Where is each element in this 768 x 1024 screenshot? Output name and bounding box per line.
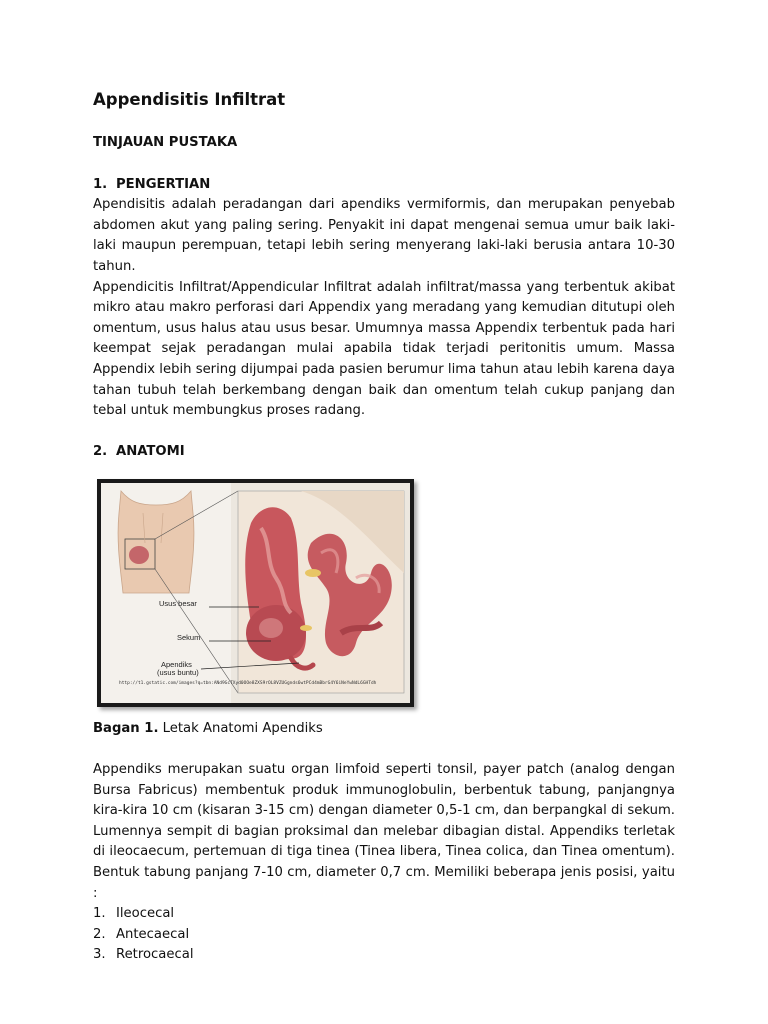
caption-label: Bagan 1.	[93, 720, 159, 736]
paragraph-infiltrat: Appendicitis Infiltrat/Appendicular Infiltrat adalah infiltrat/massa yang terbentuk akibat mikro atau makro perforasi dari Appendix yang meradang yang kemudian ditutupi oleh omentum, usus halus atau usus besar. Umumnya massa Appendix terbentuk pada hari keempat sejak peradangan mulai apabila tidak terjadi peritonitis umum. Massa Appendix lebih sering dijumpai pada pasien berumur lima tahun atau lebih karena daya tahan tubuh telah berkembang dengan baik dan omentum telah cukup panjang dan tebal untuk membungkus proses radang.	[93, 279, 675, 419]
section-number: 1.	[93, 176, 108, 192]
list-number: 1.	[93, 906, 106, 922]
label-apendiks: Apendiks	[161, 659, 192, 669]
document-page	[93, 88, 675, 966]
label-usus-besar: Usus besar	[159, 598, 197, 608]
paragraph-definition: Apendisitis adalah peradangan dari apendiks vermiformis, dan merupakan penyebab abdomen akut yang paling sering. Penyakit ini dapat mengenai semua umur baik laki-laki maupun perempuan, tetapi lebih sering menyerang laki-laki berusia antara 10-30 tahun.	[93, 197, 675, 274]
paragraph-anatomy: Appendiks merupakan suatu organ limfoid seperti tonsil, payer patch (analog dengan Bursa Fabricus) membentuk produk immunoglobulin, berbentuk tabung, panjangnya kira-kira 10 cm (kisaran 3-15 cm) dengan diameter 0,5-1 cm, dan berpangkal di sekum. Lumennya sempit di bagian proksimal dan melebar dibagian distal. Appendiks terletak di ileocaecum, pertemuan di tiga tinea (Tinea libera, Tinea colica, dan Tinea omentum). Bentuk tabung panjang 7-10 cm, diameter 0,7 cm. Memiliki beberapa jenis posisi, yaitu :	[93, 762, 675, 901]
list-item	[93, 925, 675, 946]
list-label: Antecaecal	[116, 926, 190, 942]
image-source-url: http://t1.gstatic.com/images?q=tbn:ANd9GcTXyd0OOe8ZXS9rOL8VZUGgnds6wtPCd4mBbrG4Y6iNeYwNdL6GHTdh	[119, 681, 377, 687]
list-item	[93, 904, 675, 925]
list-item	[93, 945, 675, 966]
section-title: PENGERTIAN	[116, 176, 211, 192]
list-label: Retrocaecal	[116, 947, 194, 963]
section-number: 2.	[93, 444, 108, 460]
anatomy-figure	[97, 479, 414, 707]
list-label: Ileocecal	[116, 906, 175, 922]
intestine-illustration	[101, 483, 410, 703]
figure-caption	[93, 719, 675, 740]
list-number: 3.	[93, 947, 106, 963]
document-title: Appendisitis Infiltrat	[93, 90, 286, 109]
section-title: ANATOMI	[116, 444, 185, 460]
list-number: 2.	[93, 926, 106, 942]
caption-text: Letak Anatomi Apendiks	[158, 720, 323, 736]
label-sekum: Sekum	[177, 632, 201, 642]
spacer	[93, 740, 675, 761]
document-subtitle: TINJAUAN PUSTAKA	[93, 135, 238, 150]
section-heading-pengertian	[93, 175, 675, 196]
spacer	[93, 422, 675, 443]
appendix-position-list	[93, 904, 675, 966]
anatomy-illustration	[101, 483, 410, 703]
section-heading-anatomi	[93, 442, 675, 463]
label-apendiks-sub: (usus buntu)	[157, 667, 199, 677]
